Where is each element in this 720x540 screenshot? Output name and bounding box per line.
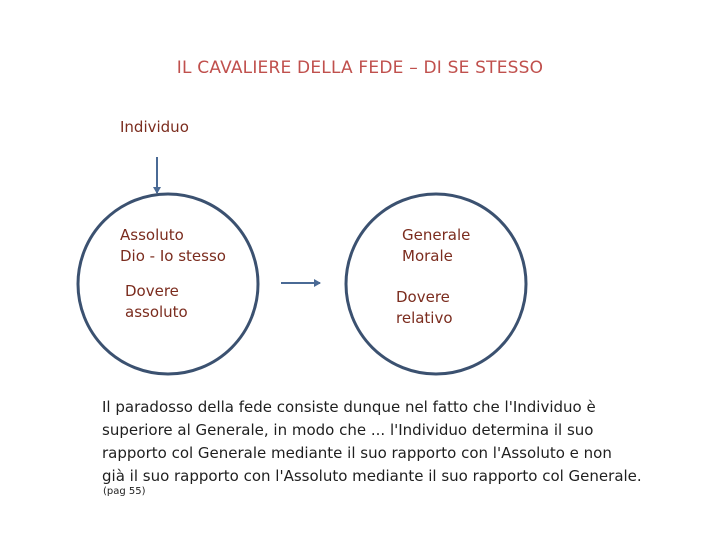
assoluto-label: Assoluto xyxy=(120,226,184,244)
diagram-title: IL CAVALIERE DELLA FEDE – DI SE STESSO xyxy=(176,58,544,78)
paragraph-line: già il suo rapporto con l'Assoluto mediante il suo rapporto col Generale. xyxy=(102,467,642,485)
paragraph-line: superiore al Generale, in modo che ... l'Individuo determina il suo xyxy=(102,421,594,439)
generale-label: Generale xyxy=(402,226,471,244)
left-circle-duty xyxy=(125,281,188,323)
paragraph-line: Il paradosso della fede consiste dunque nel fatto che l'Individuo è xyxy=(102,398,596,416)
dio-io-stesso-label: Dio - Io stesso xyxy=(120,247,226,265)
dovere-label: Dovere xyxy=(125,282,179,300)
quote-paragraph xyxy=(102,396,642,488)
assoluto-duty-label: assoluto xyxy=(125,303,188,321)
right-circle-title xyxy=(402,225,470,267)
dovere-right-label: Dovere xyxy=(396,288,450,306)
individuo-label: Individuo xyxy=(120,118,189,136)
right-circle xyxy=(346,194,526,374)
relativo-label: relativo xyxy=(396,309,453,327)
right-circle-duty xyxy=(396,287,453,329)
paragraph-line: rapporto col Generale mediante il suo rapporto con l'Assoluto e non xyxy=(102,444,612,462)
page-citation: (pag 55) xyxy=(103,486,146,497)
left-circle-title xyxy=(120,225,226,267)
morale-label: Morale xyxy=(402,247,453,265)
